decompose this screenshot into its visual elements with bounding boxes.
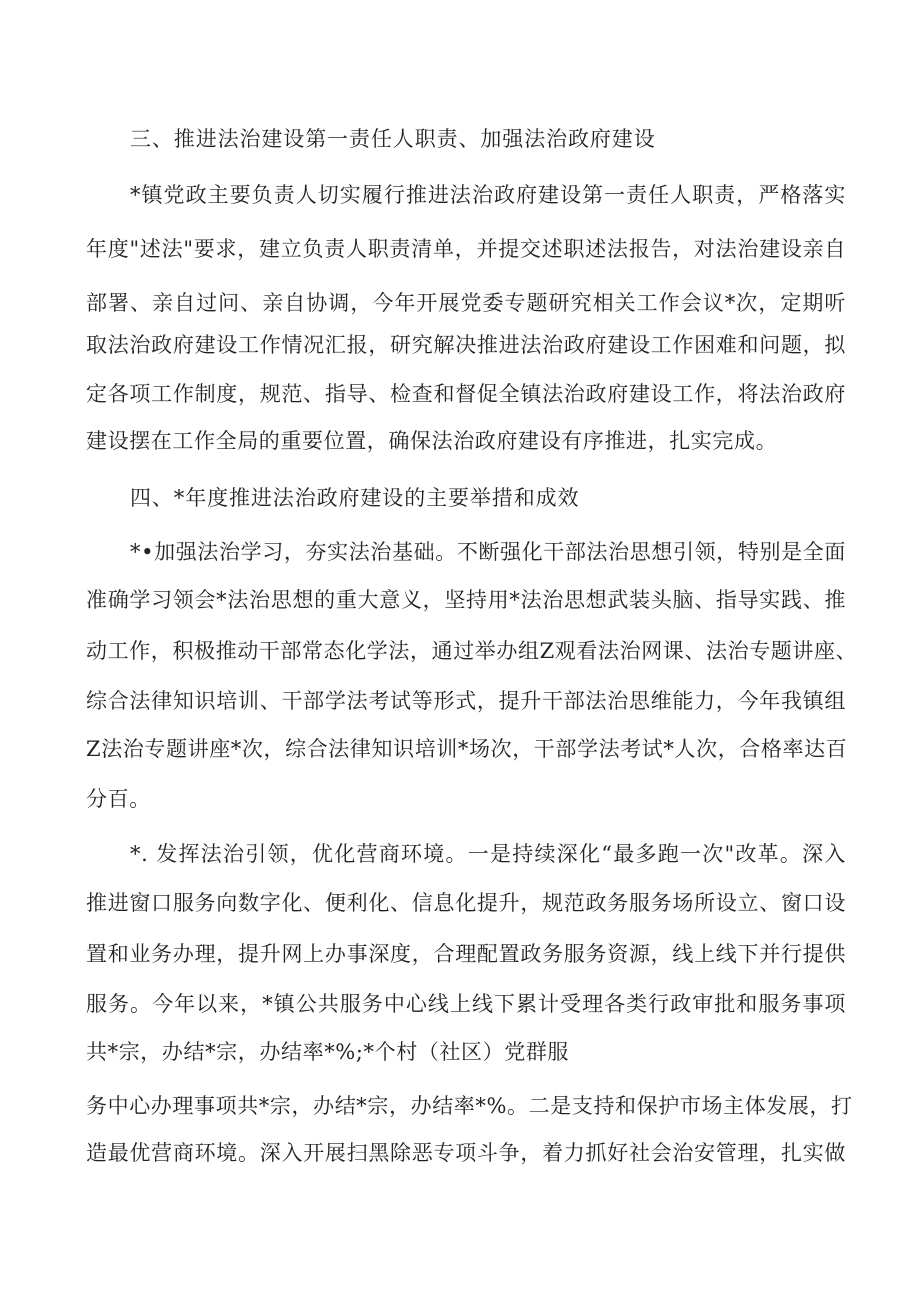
paragraph-line: 定各项工作制度，规范、指导、检查和督促全镇法治政府建设工作，将法治政府 — [86, 382, 846, 406]
paragraph-line: 分百。 — [86, 787, 151, 811]
paragraph-line: 部署、亲自过问、亲自协调，今年开展党委专题研究相关工作会议*次，定期听 — [86, 291, 846, 315]
paragraph-line: 年度"述法"要求，建立负责人职责清单，并提交述职述法报告，对法治建设亲自 — [86, 237, 846, 261]
paragraph-line: *镇党政主要负责人切实履行推进法治政府建设第一责任人职责，严格落实 — [130, 183, 846, 207]
paragraph-line: 取法治政府建设工作情况汇报，研究解决推进法治政府建设工作困难和问题，拟 — [86, 333, 846, 357]
paragraph-line: *•加强法治学习，夯实法治基础。不断强化干部法治思想引领，特别是全面 — [130, 540, 846, 564]
paragraph-line: 造最优营商环境。深入开展扫黑除恶专项斗争，着力抓好社会治安管理，扎实做 — [86, 1141, 846, 1165]
section-heading-3: 三、推进法治建设第一责任人职责、加强法治政府建设 — [130, 127, 656, 151]
paragraph-line: 推进窗口服务向数字化、便利化、信息化提升，规范政务服务场所设立、窗口设 — [86, 891, 846, 915]
paragraph-line: 建设摆在工作全局的重要位置，确保法治政府建设有序推进，扎实完成。 — [86, 429, 778, 453]
paragraph-line: 共*宗，办结*宗，办结率*%;*个村（社区）党群服 — [86, 1040, 570, 1064]
paragraph-line: 置和业务办理，提升网上办事深度，合理配置政务服务资源，线上线下并行提供 — [86, 942, 846, 966]
paragraph-line: 动工作，积极推动干部常态化学法，通过举办组Z观看法治网课、法治专题讲座、 — [86, 639, 858, 663]
section-heading-4: 四、*年度推进法治政府建设的主要举措和成效 — [130, 486, 580, 510]
paragraph-line: 准确学习领会*法治思想的重大意义，坚持用*法治思想武装头脑、指导实践、推 — [86, 588, 846, 612]
paragraph-line: 综合法律知识培训、干部学法考试等形式，提升干部法治思维能力，今年我镇组 — [86, 689, 846, 713]
paragraph-line: Z法治专题讲座*次，综合法律知识培训*场次，干部学法考试*人次，合格率达百 — [86, 737, 848, 761]
paragraph-line: *. 发挥法治引领，优化营商环境。一是持续深化“最多跑一次"改革。深入 — [130, 842, 846, 866]
paragraph-line: 务中心办理事项共*宗，办结*宗，办结率*%。二是支持和保护市场主体发展，打 — [86, 1094, 853, 1118]
paragraph-line: 服务。今年以来，*镇公共服务中心线上线下累计受理各类行政审批和服务事项 — [86, 992, 846, 1016]
